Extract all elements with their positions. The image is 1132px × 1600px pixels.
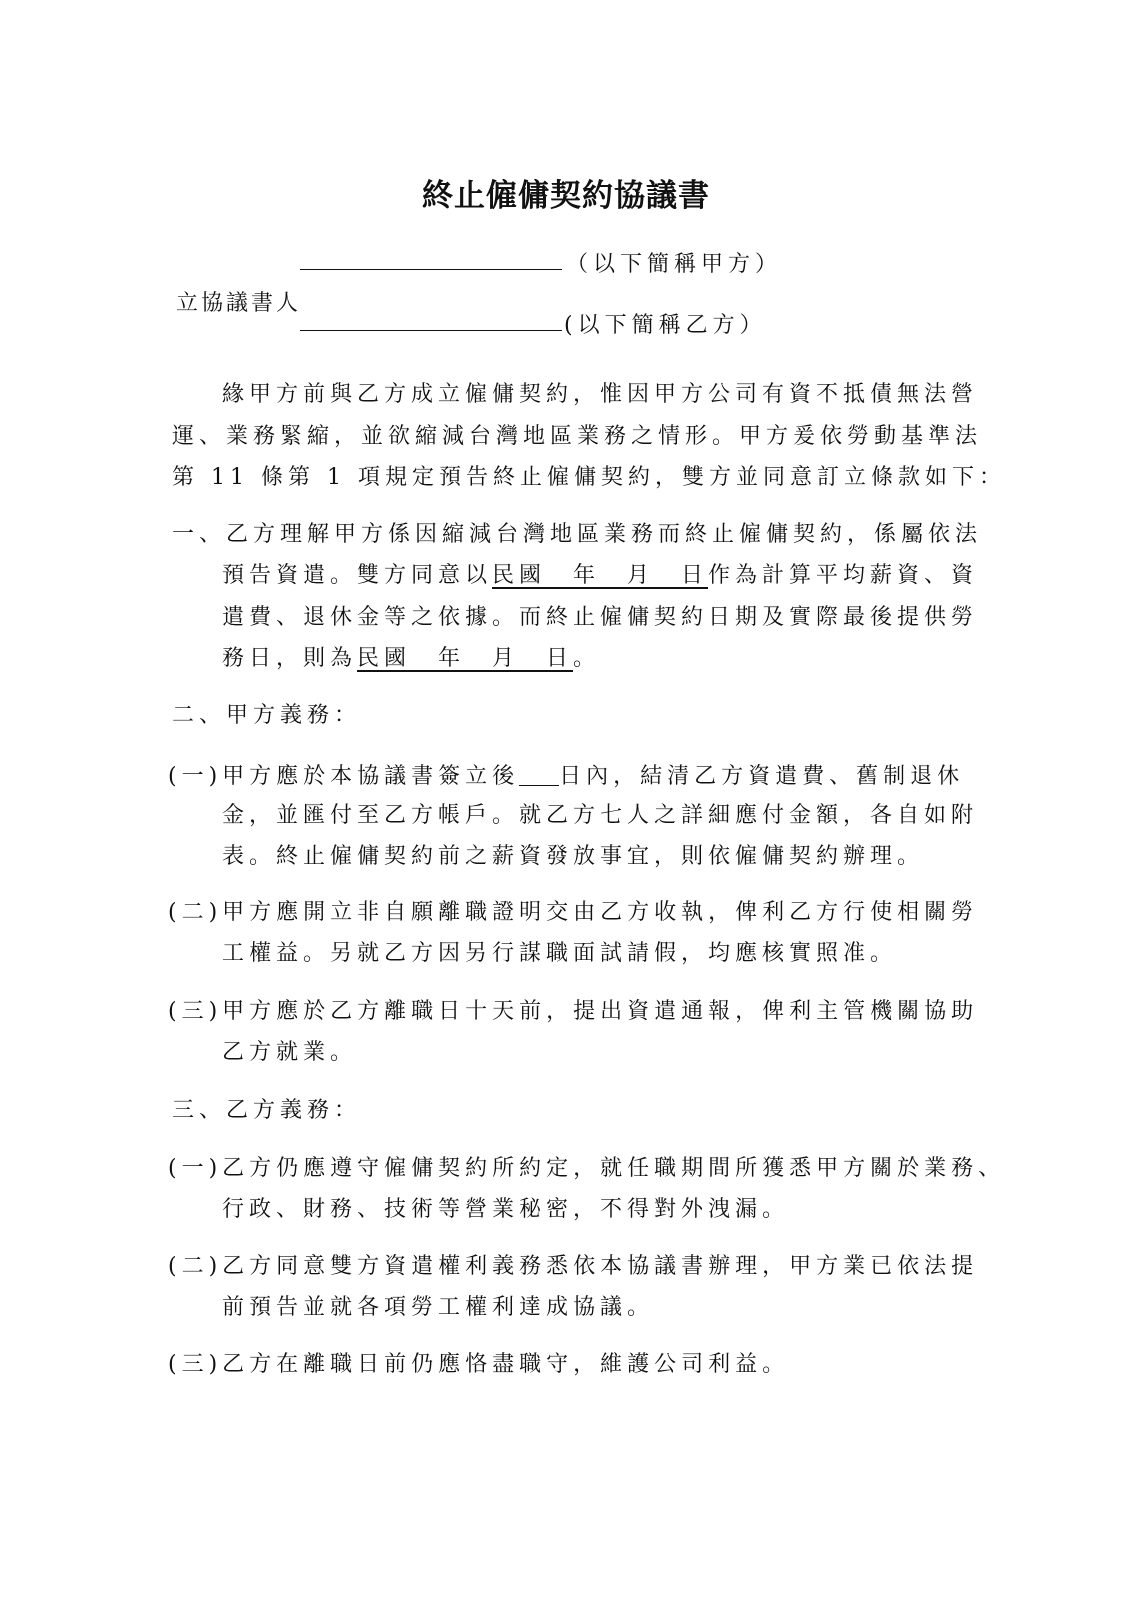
section1-line-4-pre: 務日，則為	[222, 646, 358, 671]
section1-line-4-post: 。	[573, 646, 601, 671]
party-b-blank	[300, 330, 562, 331]
section2-item1-line-2: 金，並匯付至乙方帳戶。就乙方七人之詳細應付金額，各自如附	[222, 803, 979, 828]
section1-date-field: 民國 年 月 日	[492, 563, 709, 588]
section2-item1-pre: (一)甲方應於本協議書簽立後	[168, 764, 520, 789]
section2-item1-line-3: 表。終止僱傭契約前之薪資發放事宜，則依僱傭契約辦理。	[222, 844, 925, 869]
document-title: 終止僱傭契約協議書	[422, 178, 710, 214]
section2-item2-line-1: (二)甲方應開立非自願離職證明交由乙方收執，俾利乙方行使相關勞	[168, 900, 979, 925]
section2-item1-line-1	[168, 763, 964, 788]
party-a-suffix: （以下簡稱甲方）	[566, 252, 783, 277]
section1-line-2-post: 作為計算平均薪資、資	[708, 563, 979, 588]
preamble-line-3: 第 11 條第 1 項規定預告終止僱傭契約，雙方並同意訂立條款如下：	[172, 465, 1006, 490]
section1-last-day-field: 民國 年 月 日	[357, 646, 574, 671]
section1-line-4	[222, 648, 600, 670]
section1-line-2	[222, 565, 978, 587]
party-block	[0, 0, 1132, 360]
section2-heading: 二、甲方義務：	[172, 703, 362, 728]
section2-item1-post: 日內，結清乙方資遣費、舊制退休	[559, 764, 965, 789]
section3-item3-line-1: (三)乙方在離職日前仍應恪盡職守，維護公司利益。	[168, 1352, 790, 1377]
party-b-suffix: (以下簡稱乙方）	[564, 313, 767, 338]
section2-item2-line-2: 工權益。另就乙方因另行謀職面試請假，均應核實照准。	[222, 941, 898, 966]
section2-item3-line-1: (三)甲方應於乙方離職日十天前，提出資遣通報，俾利主管機關協助	[168, 999, 979, 1024]
section3-item2-line-2: 前預告並就各項勞工權利達成協議。	[222, 1295, 655, 1320]
section3-heading: 三、乙方義務：	[172, 1098, 362, 1123]
section3-item1-line-2: 行政、財務、技術等營業秘密，不得對外洩漏。	[222, 1197, 790, 1222]
party-a-blank	[300, 269, 562, 270]
section1-line-3: 遣費、退休金等之依據。而終止僱傭契約日期及實際最後提供勞	[222, 605, 979, 630]
section3-item1-line-1: (一)乙方仍應遵守僱傭契約所約定，就任職期間所獲悉甲方關於業務、	[168, 1156, 1006, 1181]
preamble-line-2: 運、業務緊縮，並欲縮減台灣地區業務之情形。甲方爰依勞動基準法	[172, 424, 983, 449]
preamble-line-1: 緣甲方前與乙方成立僱傭契約，惟因甲方公司有資不抵債無法營	[222, 382, 979, 407]
days-blank	[519, 763, 559, 786]
signer-label: 立協議書人	[176, 291, 302, 316]
section1-line-2-pre: 預告資遣。雙方同意以	[222, 563, 493, 588]
section3-item2-line-1: (二)乙方同意雙方資遣權利義務悉依本協議書辦理，甲方業已依法提	[168, 1254, 979, 1279]
section1-line-1: 一、乙方理解甲方係因縮減台灣地區業務而終止僱傭契約，係屬依法	[172, 522, 983, 547]
section2-item3-line-2: 乙方就業。	[222, 1040, 358, 1065]
